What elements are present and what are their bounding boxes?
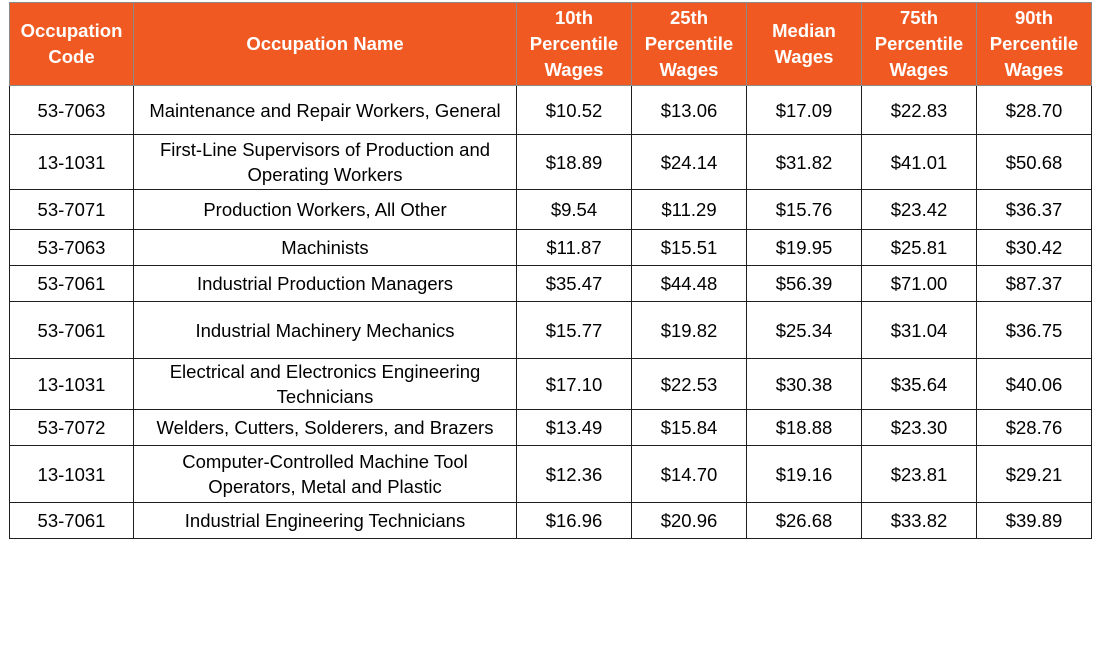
header-line: Median bbox=[772, 20, 836, 41]
p90-cell: $28.70 bbox=[977, 86, 1092, 135]
occupation-code-cell: 53-7063 bbox=[10, 230, 134, 266]
header-occupation-code bbox=[10, 3, 134, 86]
p25-cell: $13.06 bbox=[632, 86, 747, 135]
occupation-code-cell: 53-7072 bbox=[10, 410, 134, 446]
occupation-code-cell: 53-7063 bbox=[10, 86, 134, 135]
name-line: Operators, Metal and Plastic bbox=[208, 476, 442, 497]
p25-cell: $19.82 bbox=[632, 302, 747, 359]
header-line: Code bbox=[48, 46, 95, 67]
name-line: Maintenance and Repair Workers, General bbox=[149, 99, 501, 121]
name-line: Computer-Controlled Machine Tool bbox=[182, 451, 468, 472]
p10-cell: $35.47 bbox=[517, 266, 632, 302]
p25-cell: $24.14 bbox=[632, 135, 747, 190]
p90-cell: $39.89 bbox=[977, 503, 1092, 539]
p75-cell: $35.64 bbox=[862, 359, 977, 410]
median-cell: $31.82 bbox=[747, 135, 862, 190]
header-75th-percentile bbox=[862, 3, 977, 86]
p25-cell: $15.84 bbox=[632, 410, 747, 446]
name-line: Industrial Production Managers bbox=[196, 273, 454, 294]
p25-cell: $44.48 bbox=[632, 266, 747, 302]
table-row bbox=[10, 190, 1092, 230]
p90-cell: $36.37 bbox=[977, 190, 1092, 230]
table-row bbox=[10, 266, 1092, 302]
p10-cell: $10.52 bbox=[517, 86, 632, 135]
header-25th-percentile bbox=[632, 3, 747, 86]
name-line: Industrial Engineering Technicians bbox=[184, 510, 466, 531]
p75-cell: $22.83 bbox=[862, 86, 977, 135]
header-10th-percentile bbox=[517, 3, 632, 86]
median-cell: $15.76 bbox=[747, 190, 862, 230]
p25-cell: $11.29 bbox=[632, 190, 747, 230]
name-line: Production Workers, All Other bbox=[203, 199, 447, 220]
p10-cell: $9.54 bbox=[517, 190, 632, 230]
occupation-code-cell: 53-7061 bbox=[10, 503, 134, 539]
header-line: 25th bbox=[669, 7, 709, 28]
median-cell: $30.38 bbox=[747, 359, 862, 410]
occupation-code-cell: 53-7071 bbox=[10, 190, 134, 230]
occupation-name-cell bbox=[134, 503, 517, 539]
occupation-name-cell bbox=[134, 230, 517, 266]
p10-cell: $13.49 bbox=[517, 410, 632, 446]
occupation-code-cell: 53-7061 bbox=[10, 302, 134, 359]
p90-cell: $28.76 bbox=[977, 410, 1092, 446]
header-median bbox=[747, 3, 862, 86]
occupation-code-cell: 53-7061 bbox=[10, 266, 134, 302]
table-row bbox=[10, 302, 1092, 359]
p10-cell: $15.77 bbox=[517, 302, 632, 359]
name-line: Welders, Cutters, Solderers, and Brazers bbox=[156, 417, 494, 438]
p25-cell: $14.70 bbox=[632, 446, 747, 503]
header-line: Percentile bbox=[989, 33, 1079, 54]
header-line: Wages bbox=[1004, 59, 1064, 80]
table-row bbox=[10, 503, 1092, 539]
median-cell: $17.09 bbox=[747, 86, 862, 135]
occupation-name-cell bbox=[134, 359, 517, 410]
header-line: Wages bbox=[659, 59, 719, 80]
p90-cell: $40.06 bbox=[977, 359, 1092, 410]
p90-cell: $29.21 bbox=[977, 446, 1092, 503]
header-line: Percentile bbox=[644, 33, 734, 54]
median-cell: $56.39 bbox=[747, 266, 862, 302]
name-line: Technicians bbox=[276, 386, 374, 407]
p10-cell: $11.87 bbox=[517, 230, 632, 266]
p75-cell: $25.81 bbox=[862, 230, 977, 266]
header-line: Percentile bbox=[529, 33, 619, 54]
p25-cell: $22.53 bbox=[632, 359, 747, 410]
p75-cell: $41.01 bbox=[862, 135, 977, 190]
table-row bbox=[10, 135, 1092, 190]
occupation-name-cell bbox=[134, 135, 517, 190]
header-row bbox=[10, 3, 1092, 86]
table-row bbox=[10, 230, 1092, 266]
header-line: 75th bbox=[899, 7, 939, 28]
p10-cell: $17.10 bbox=[517, 359, 632, 410]
p75-cell: $23.42 bbox=[862, 190, 977, 230]
header-90th-percentile bbox=[977, 3, 1092, 86]
table-row bbox=[10, 410, 1092, 446]
occupation-name-cell bbox=[134, 86, 517, 135]
p75-cell: $71.00 bbox=[862, 266, 977, 302]
p10-cell: $16.96 bbox=[517, 503, 632, 539]
occupation-name-cell bbox=[134, 190, 517, 230]
p10-cell: $12.36 bbox=[517, 446, 632, 503]
header-line: Wages bbox=[889, 59, 949, 80]
median-cell: $26.68 bbox=[747, 503, 862, 539]
wage-table bbox=[9, 2, 1092, 539]
name-line: Industrial Machinery Mechanics bbox=[195, 319, 455, 341]
header-line: Wages bbox=[774, 46, 834, 67]
name-line: Operating Workers bbox=[247, 164, 403, 185]
occupation-name-cell bbox=[134, 410, 517, 446]
p75-cell: $33.82 bbox=[862, 503, 977, 539]
occupation-name-cell bbox=[134, 446, 517, 503]
table-row bbox=[10, 86, 1092, 135]
p90-cell: $50.68 bbox=[977, 135, 1092, 190]
median-cell: $19.16 bbox=[747, 446, 862, 503]
p10-cell: $18.89 bbox=[517, 135, 632, 190]
header-line: 90th bbox=[1014, 7, 1054, 28]
p75-cell: $23.30 bbox=[862, 410, 977, 446]
p90-cell: $36.75 bbox=[977, 302, 1092, 359]
header-line: 10th bbox=[554, 7, 594, 28]
p90-cell: $30.42 bbox=[977, 230, 1092, 266]
p90-cell: $87.37 bbox=[977, 266, 1092, 302]
header-line: Occupation Name bbox=[246, 33, 404, 54]
p25-cell: $15.51 bbox=[632, 230, 747, 266]
header-line: Percentile bbox=[874, 33, 964, 54]
header-line: Wages bbox=[544, 59, 604, 80]
p75-cell: $23.81 bbox=[862, 446, 977, 503]
median-cell: $25.34 bbox=[747, 302, 862, 359]
occupation-code-cell: 13-1031 bbox=[10, 359, 134, 410]
name-line: First-Line Supervisors of Production and bbox=[159, 139, 491, 160]
table-row bbox=[10, 446, 1092, 503]
p25-cell: $20.96 bbox=[632, 503, 747, 539]
occupation-code-cell: 13-1031 bbox=[10, 446, 134, 503]
header-occupation-name bbox=[134, 3, 517, 86]
occupation-name-cell bbox=[134, 266, 517, 302]
header-line: Occupation bbox=[20, 20, 123, 41]
table-row bbox=[10, 359, 1092, 410]
name-line: Electrical and Electronics Engineering bbox=[169, 361, 481, 382]
occupation-code-cell: 13-1031 bbox=[10, 135, 134, 190]
median-cell: $18.88 bbox=[747, 410, 862, 446]
p75-cell: $31.04 bbox=[862, 302, 977, 359]
median-cell: $19.95 bbox=[747, 230, 862, 266]
occupation-name-cell bbox=[134, 302, 517, 359]
name-line: Machinists bbox=[281, 237, 369, 258]
